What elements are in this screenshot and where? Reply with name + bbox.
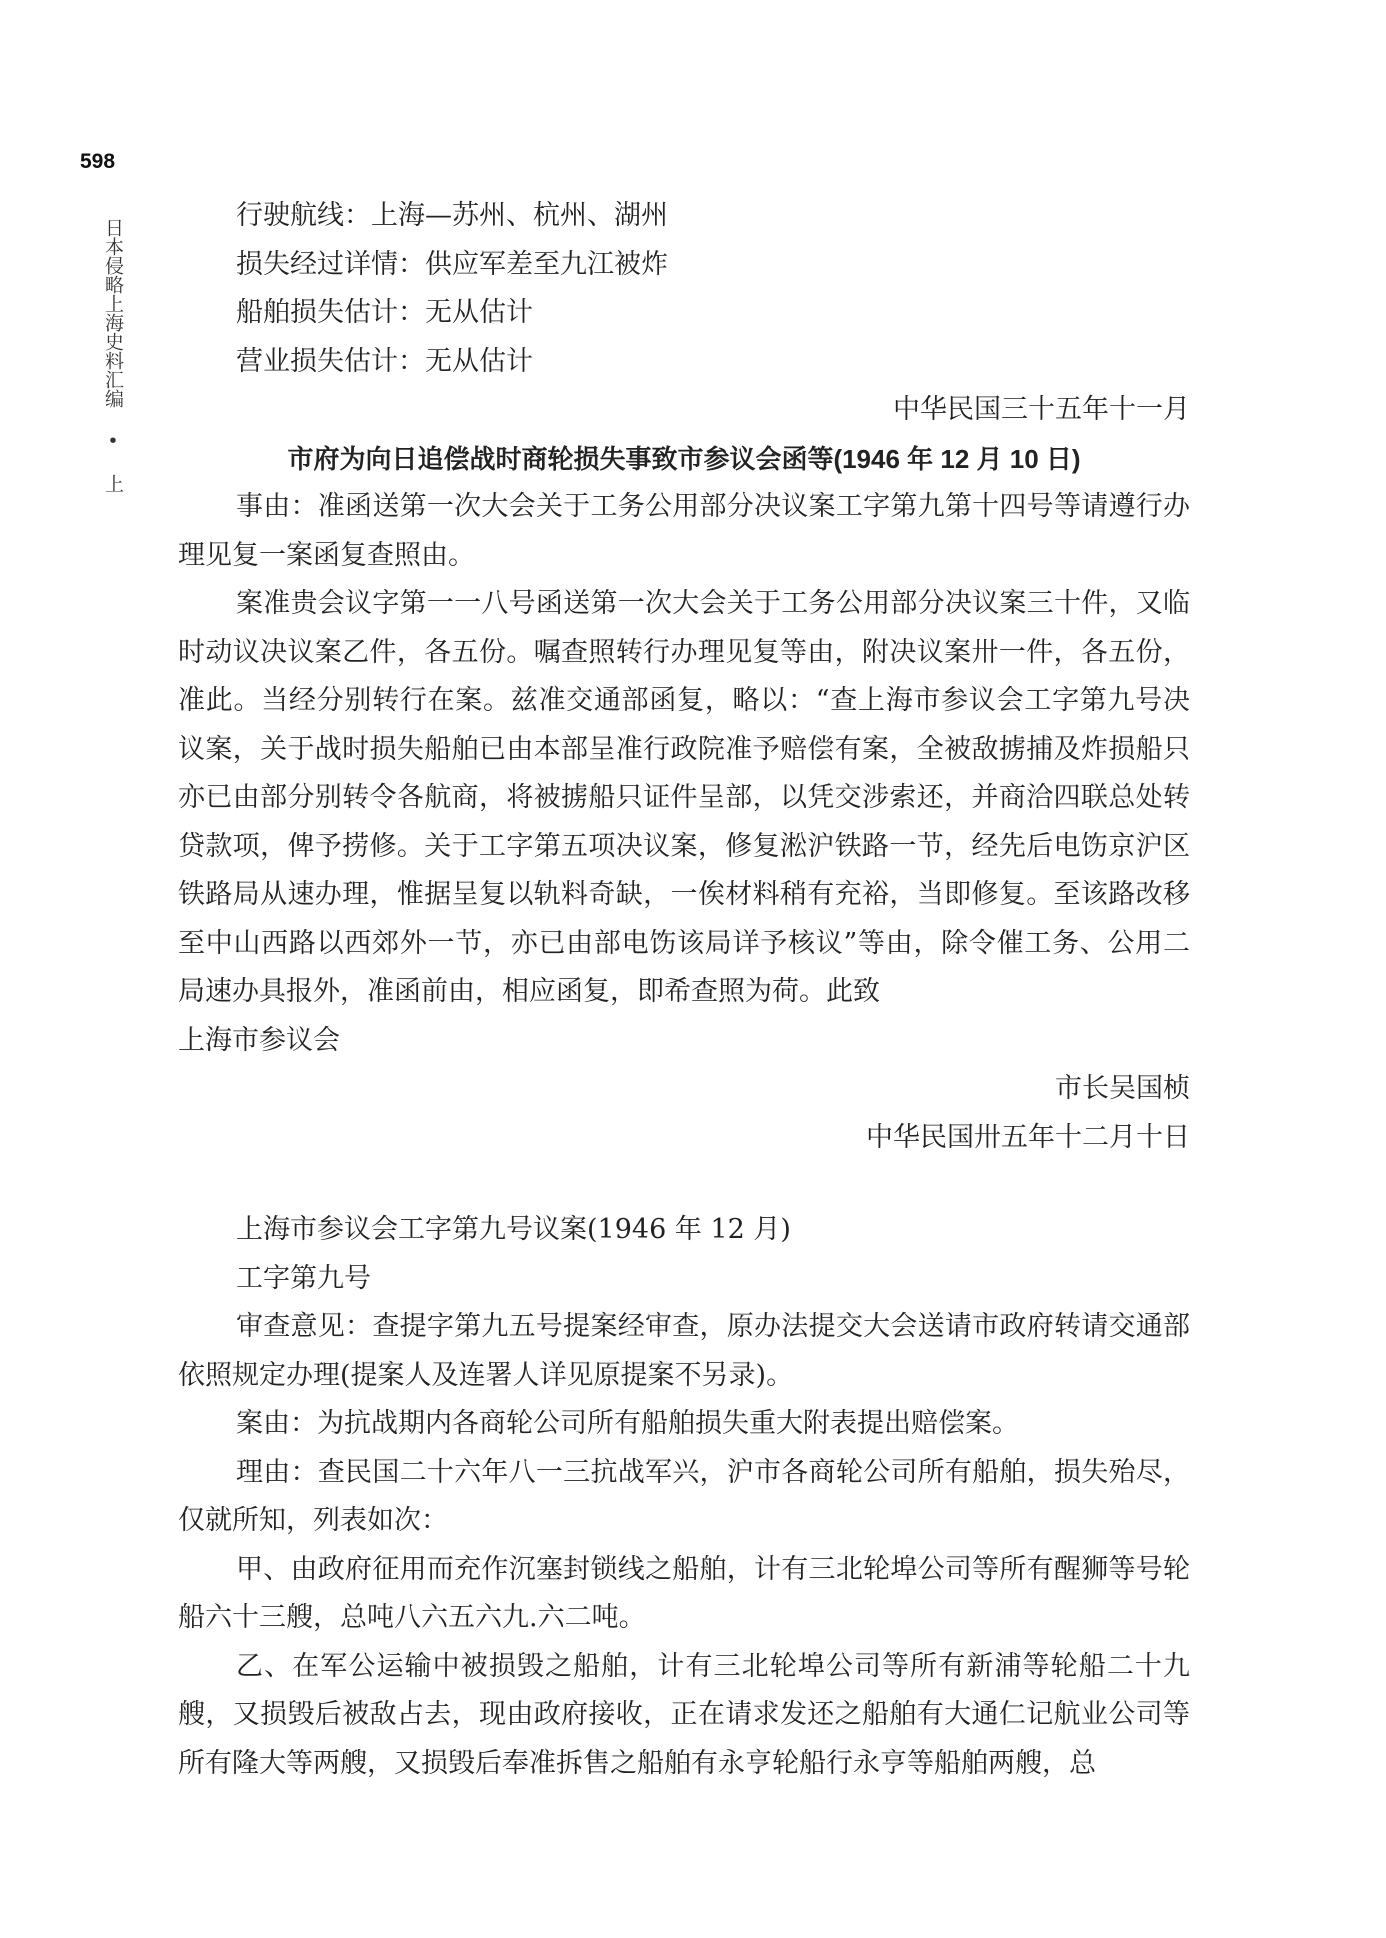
page-number: 598 bbox=[80, 150, 116, 173]
proposal-number: 工字第九号 bbox=[236, 1262, 371, 1294]
page-content bbox=[178, 192, 1190, 1788]
section-date: 中华民国三十五年十一月 bbox=[893, 394, 1190, 425]
running-title: 日本侵略上海史料汇编 • 上 bbox=[102, 218, 124, 493]
proposal-item-a: 甲、由政府征用而充作沉塞封锁线之船舶，计有三北轮埠公司等所有醒狮等号轮船六十三艘，总吨八六五六九.六二吨。 bbox=[178, 1553, 1190, 1633]
ship-loss-line: 船舶损失估计：无从估计 bbox=[236, 297, 533, 328]
letter-signature: 市长吴国桢 bbox=[1055, 1073, 1190, 1104]
business-loss-line: 营业损失估计：无从估计 bbox=[236, 345, 533, 377]
letter-date: 中华民国卅五年十二月十日 bbox=[866, 1121, 1190, 1153]
letter-body: 案准贵会议字第一一八号函送第一次大会关于工务公用部分决议案三十件，又临时动议决议案乙件，各五份。嘱查照转行办理见复等由，附决议案卅一件，各五份，准此。当经分别转行在案。兹准交通部函复，略以：“查上海市参议会工字第九号决议案，关于战时损失船舶已由本部呈准行政院准予赔偿有案，全被敌掳捕及炸损船只亦已由部分别转令各航商，将被掳船只证件呈部，以凭交涉索还，并商洽四联总处转贷款项，俾予捞修。关于工字第五项决议案，修复淞沪铁路一节，经先后电饬京沪区铁路局从速办理，惟据呈复以轨料奇缺，一俟材料稍有充裕，当即修复。至该路改移至中山西路以西郊外一节，亦已由部电饬该局详予核议”等由，除令催工务、公用二局速办具报外，准函前由，相应函复，即希查照为荷。此致 bbox=[178, 588, 1190, 1007]
letter-heading: 市府为向日追偿战时商轮损失事致市参议会函等(1946 年 12 月 10 日) bbox=[287, 443, 1081, 474]
proposal-reason: 理由：查民国二十六年八一三抗战军兴，沪市各商轮公司所有船舶，损失殆尽，仅就所知，列表如次： bbox=[178, 1456, 1190, 1536]
proposal-review: 审查意见：查提字第九五号提案经审查，原办法提交大会送请市政府转请交通部依照规定办理(提案人及连署人详见原提案不另录)。 bbox=[178, 1311, 1190, 1391]
proposal-case: 案由：为抗战期内各商轮公司所有船舶损失重大附表提出赔偿案。 bbox=[236, 1408, 1019, 1439]
route-line: 行驶航线：上海—苏州、杭州、湖州 bbox=[236, 200, 668, 231]
proposal-item-b: 乙、在军公运输中被损毁之船舶，计有三北轮埠公司等所有新浦等轮船二十九艘，又损毁后被敌占去，现由政府接收，正在请求发还之船舶有大通仁记航业公司等所有隆大等两艘，又损毁后奉准拆售之船舶有永亨轮船行永亨等船舶两艘，总 bbox=[178, 1650, 1190, 1779]
letter-subject: 事由：准函送第一次大会关于工务公用部分决议案工字第九第十四号等请遵行办理见复一案函复查照由。 bbox=[178, 491, 1190, 571]
section-gap bbox=[178, 1162, 1190, 1206]
loss-details-line: 损失经过详情：供应军差至九江被炸 bbox=[236, 248, 668, 280]
letter-recipient: 上海市参议会 bbox=[178, 1024, 340, 1056]
proposal-title: 上海市参议会工字第九号议案(1946 年 12 月) bbox=[236, 1214, 791, 1245]
